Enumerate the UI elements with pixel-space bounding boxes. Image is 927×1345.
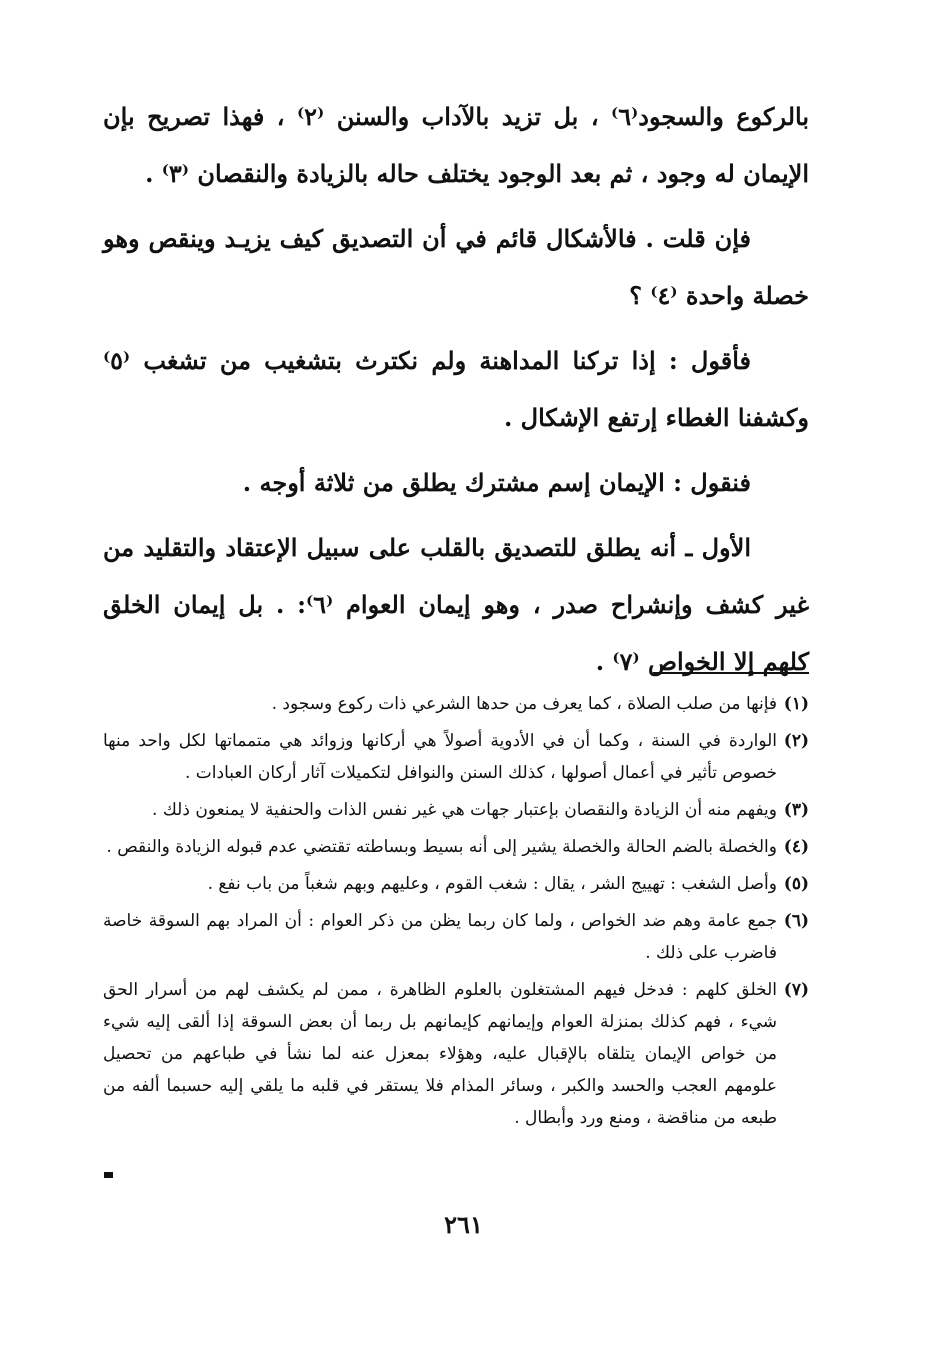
footnote (103, 905, 809, 969)
footnote-number: (٣) (783, 800, 809, 820)
footnote (103, 868, 809, 900)
paragraph: الأول ـ أنه يطلق للتصديق بالقلب على سبيل الإعتقاد والتقليد من غير كشف وإنشراح صدر ، وهو إيمان العوام ⁽٦⁾: . بل إيمان الخلق كلهم إلا الخواص ⁽٧⁾ . (103, 533, 809, 676)
paragraph: فنقول : الإيمان إسم مشترك يطلق من ثلاثة أوجه . (242, 468, 751, 497)
footnote-number: (٧) (783, 980, 809, 1000)
footnote-text: فإنها من صلب الصلاة ، كما يعرف من حدها الشرعي ذات ركوع وسجود . (271, 694, 777, 714)
footnote-number: (٥) (783, 874, 809, 894)
paragraph: بالركوع والسجود⁽٦⁾ ، بل تزيد بالآداب والسنن ⁽٢⁾ ، فهذا تصريح بإن الإيمان له وجود ، ثم بعد الوجود يختلف حاله بالزيادة والنقصان ⁽٣⁾ . (103, 102, 809, 188)
footnote-separator (653, 672, 809, 674)
end-of-page-mark (104, 1172, 113, 1178)
footnote (103, 794, 809, 826)
footnote (103, 725, 809, 789)
paragraph: فإن قلت . فالأشكال قائم في أن التصديق كيف يزيـد وينقص وهو خصلة واحدة ⁽٤⁾ ؟ (103, 224, 809, 310)
footnote-number: (٢) (783, 731, 809, 751)
page-number: ٢٦١ (444, 1210, 483, 1239)
footnote (103, 688, 809, 720)
footnotes (103, 688, 809, 1139)
footnote-text: جمع عامة وهم ضد الخواص ، ولما كان ربما يظن من ذكر العوام : أن المراد بهم السوقة خاصة فاضرب على ذلك . (103, 911, 777, 963)
footnote-text: الخلق كلهم : فدخل فيهم المشتغلون بالعلوم الظاهرة ، ممن لم يكشف لهم من أسرار الحق شيء ، فهم كذلك بمنزلة العوام وإيمانهم كإيمانهم بل ربما أن بعض السوقة إذا ألقى إليه شيء من خواص الإيمان يتلقاه بالإقبال عليه، وهؤلاء بمعزل عنه لما نشأ في طباعهم من تحصيل علومهم العجب والحسد والكبر ، وسائر المذام فلا يستقر في قلبه ما يلقي إليه حسبما ألفه من طبعه من مناقضة ، ومنع ورد وأبطال . (103, 980, 777, 1128)
footnote-number: (٤) (783, 837, 809, 857)
footnote-text: والخصلة بالضم الحالة والخصلة يشير إلى أنه بسيط وبساطته تقتضي عدم قبوله الزيادة والنقص . (106, 837, 777, 857)
footnote-text: ويفهم منه أن الزيادة والنقصان بإعتبار جهات هي غير نفس الذات والحنفية لا يمنعون ذلك . (152, 800, 777, 820)
footnote-text: الواردة في السنة ، وكما أن في الأدوية أصولاً هي أركانها وزوائد هي متمماتها لكل واحد منها خصوص تأثير في أعمال أصولها ، كذلك السنن والنوافل لتكميلات آثار أركان العبادات . (103, 731, 777, 783)
footnote-text: وأصل الشغب : تهييج الشر ، يقال : شغب القوم ، وعليهم وبهم شغباً من باب نفع . (207, 874, 777, 894)
paragraph: فأقول : إذا تركنا المداهنة ولم نكترث بتشغيب من تشغب ⁽٥⁾ وكشفنا الغطاء إرتفع الإشكال . (103, 346, 809, 432)
footnote (103, 974, 809, 1134)
main-text (103, 88, 809, 698)
footnote-number: (١) (783, 694, 809, 714)
footnote-number: (٦) (783, 911, 809, 931)
footnote (103, 831, 809, 863)
